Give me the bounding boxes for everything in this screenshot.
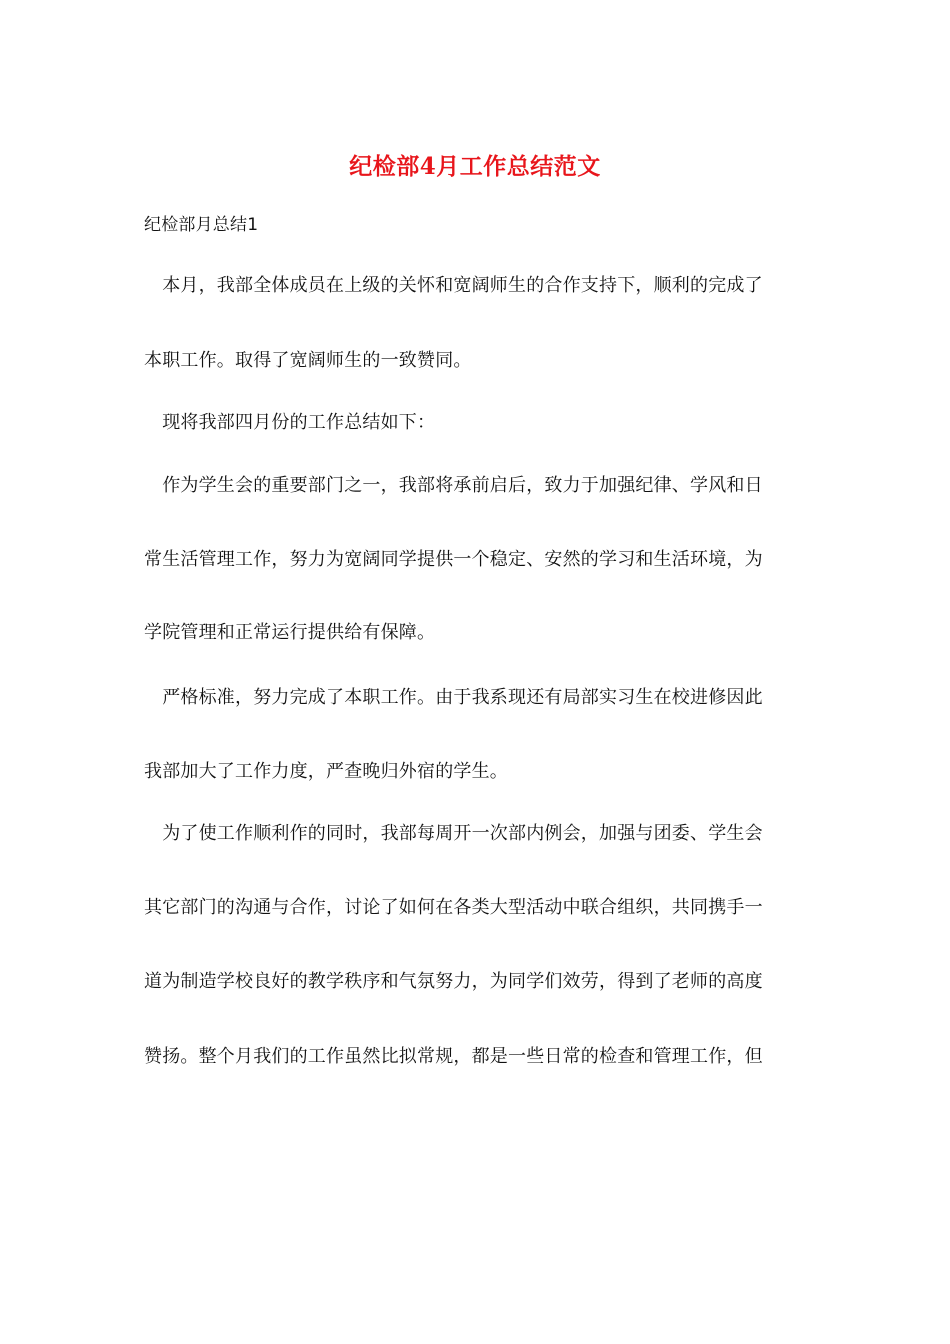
paragraph-line: 本月，我部全体成员在上级的关怀和宽阔师生的合作支持下，顺利的完成了 xyxy=(144,275,763,296)
document-title: 纪检部4月工作总结范文 xyxy=(349,153,601,180)
paragraph-line: 严格标准，努力完成了本职工作。由于我系现还有局部实习生在校进修因此 xyxy=(144,687,763,708)
paragraph-line: 我部加大了工作力度，严查晚归外宿的学生。 xyxy=(144,761,508,782)
paragraph-line: 为了使工作顺利作的同时，我部每周开一次部内例会，加强与团委、学生会 xyxy=(144,823,763,844)
paragraph-line: 作为学生会的重要部门之一，我部将承前启后，致力于加强纪律、学风和日 xyxy=(144,475,763,496)
paragraph-line: 常生活管理工作，努力为宽阔同学提供一个稳定、安然的学习和生活环境，为 xyxy=(144,549,763,570)
paragraph-line: 赞扬。整个月我们的工作虽然比拟常规，都是一些日常的检查和管理工作，但 xyxy=(144,1046,763,1067)
paragraph-line: 学院管理和正常运行提供给有保障。 xyxy=(144,622,436,643)
paragraph-line: 本职工作。取得了宽阔师生的一致赞同。 xyxy=(144,350,472,371)
paragraph-line: 道为制造学校良好的教学秩序和气氛努力，为同学们效劳，得到了老师的高度 xyxy=(144,971,763,992)
paragraph-line: 现将我部四月份的工作总结如下： xyxy=(144,412,436,433)
paragraph-line: 其它部门的沟通与合作，讨论了如何在各类大型活动中联合组织，共同携手一 xyxy=(144,897,763,918)
section-heading: 纪检部月总结1 xyxy=(144,215,259,235)
